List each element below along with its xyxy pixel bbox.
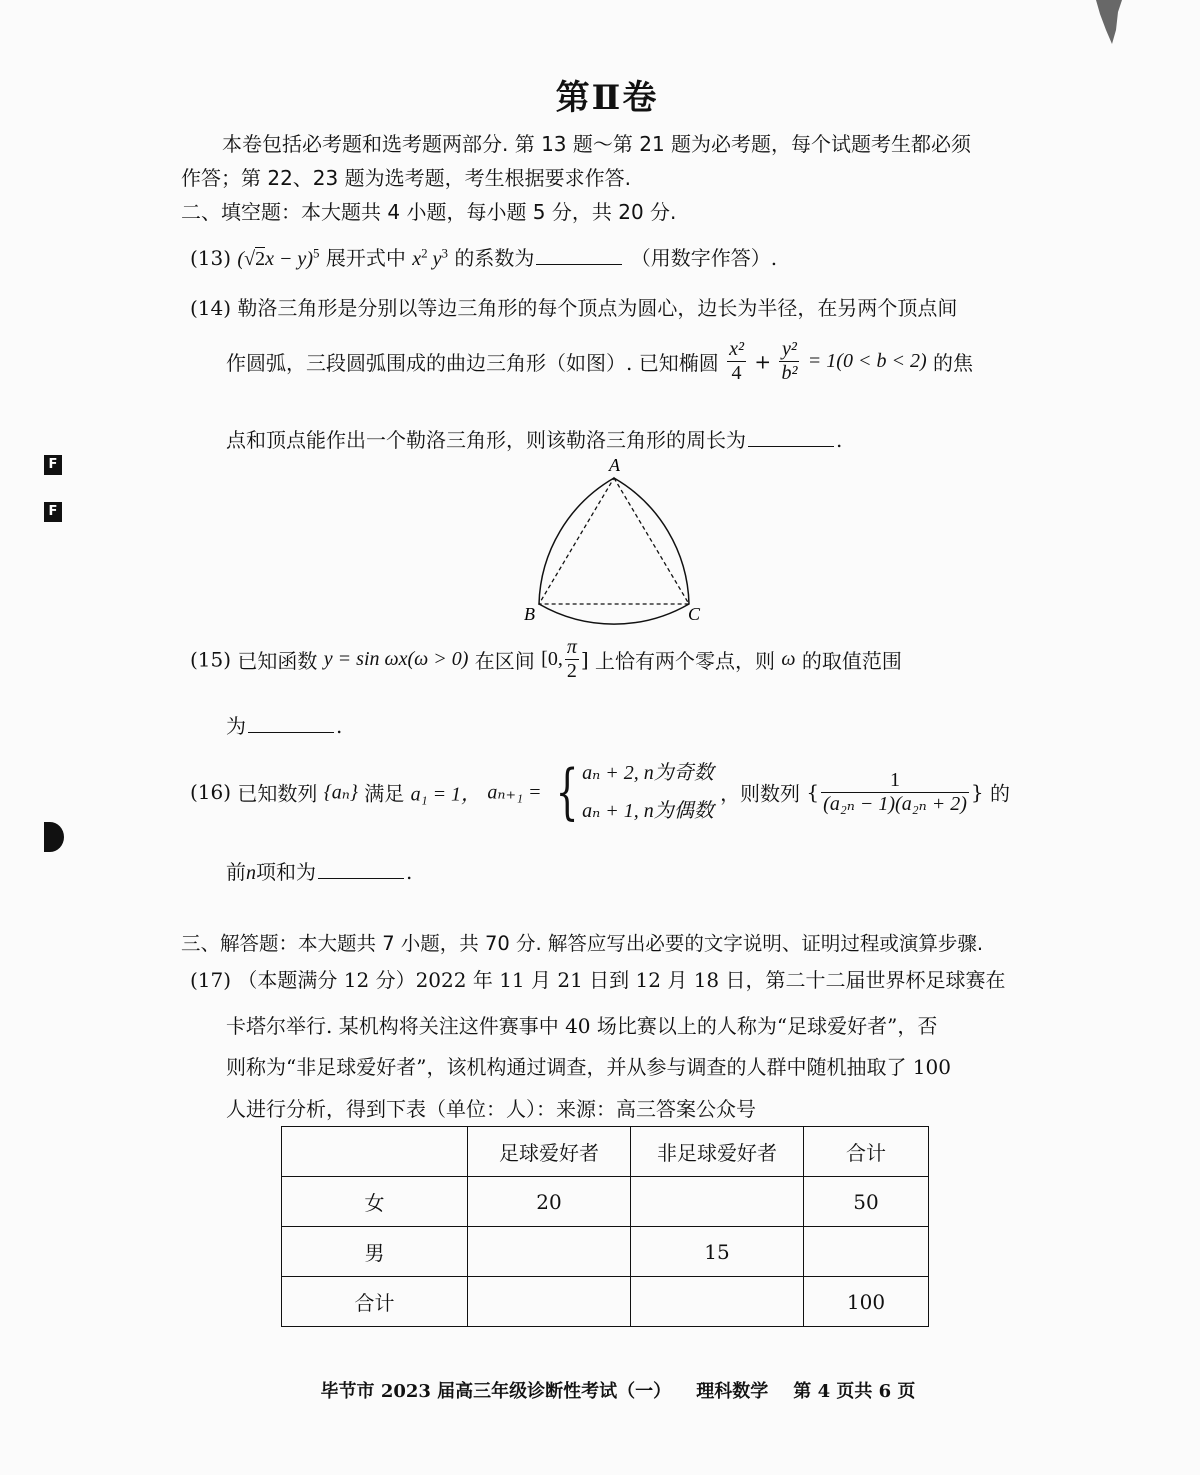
cases-brace: { — [555, 757, 579, 827]
q16-text-e: 前 — [226, 860, 246, 884]
sequence-symbol: {aₙ} — [323, 781, 358, 804]
answer-blank[interactable] — [536, 263, 622, 265]
question-14-line-1 — [190, 292, 957, 321]
q14-text-c: 点和顶点能作出一个勒洛三角形，则该勒洛三角形的周长为 — [226, 428, 746, 452]
intro-line-2: 作答；第 22、23 题为选考题，考生根据要求作答. — [181, 166, 631, 190]
question-number: (14) — [190, 296, 232, 320]
vertex-label-c: C — [688, 604, 701, 624]
sequence-fraction: $\frac{1}{\text{(a₂ₙ − 1)(a₂ₙ + 2)}}$ — [823, 768, 967, 815]
question-16: (16) 已知数列 {aₙ} 满足 a₁ = 1， aₙ₊₁ = { aₙ + 2, n为奇数 aₙ + 1, n为偶数 ，则数列 { $\frac{1}{\text{(a₂ₙ − 1)(a₂ₙ + 2)}}$ } 的 — [190, 754, 1010, 830]
question-17-line-3: 则称为“非足球爱好者”，该机构通过调查，并从参与调查的人群中随机抽取了 100 — [226, 1055, 951, 1079]
question-17-line-1 — [190, 964, 1006, 993]
recurrence-cases: aₙ + 2, n为奇数 aₙ + 1, n为偶数 — [582, 762, 714, 822]
table-cell — [804, 1227, 929, 1277]
intro-line-1: 本卷包括必考题和选考题两部分. 第 13 题～第 21 题为必考题，每个试题考生都必须 — [222, 132, 972, 156]
table-header-row — [282, 1127, 929, 1177]
table-cell: 合计 — [804, 1127, 929, 1177]
question-number: (13) — [190, 246, 232, 270]
margin-mark: F — [44, 455, 62, 475]
recurrence-lhs: aₙ₊₁ = — [487, 781, 542, 804]
table-cell: 男 — [282, 1227, 468, 1277]
page-title: 第Ⅱ卷 — [555, 78, 659, 118]
question-number: (17) — [190, 968, 232, 992]
question-14-line-3: 点和顶点能作出一个勒洛三角形，则该勒洛三角形的周长为 . — [226, 428, 843, 452]
omega-symbol: ω — [781, 648, 796, 670]
q13-text-c: （用数字作答）. — [630, 246, 778, 270]
plus-sign: + — [754, 349, 772, 374]
q14-text-b: 的焦 — [932, 351, 973, 375]
section-2-heading: 二、填空题：本大题共 4 小题，每小题 5 分，共 20 分. — [181, 200, 677, 224]
page-footer: 毕节市 2023 届高三年级诊断性考试（一） 理科数学 第 4 页共 6 页 — [320, 1381, 916, 1402]
term-x2y3: $x^2$ $y^3$ — [412, 245, 448, 270]
ellipse-fraction-x: $\frac{\text{x²}}{4}$ — [729, 338, 744, 384]
question-14-line-2 — [226, 338, 973, 385]
reuleaux-triangle-figure — [520, 452, 720, 627]
table-row — [282, 1277, 929, 1327]
q15-text-c: 上恰有两个零点，则 — [595, 649, 776, 673]
q15-text-e: 为 — [226, 714, 246, 738]
initial-term: a₁ = 1， — [410, 783, 482, 806]
table-cell — [468, 1227, 631, 1277]
section-3-heading: 三、解答题：本大题共 7 小题，共 70 分. 解答应写出必要的文字说明、证明过程或演算步骤. — [181, 932, 984, 955]
margin-punch-mark — [44, 822, 64, 852]
question-16-line-2: 前n项和为 . — [226, 860, 413, 884]
q14-text: 勒洛三角形是分别以等边三角形的每个顶点为圆心，边长为半径，在另两个顶点间 — [237, 296, 958, 320]
question-13 — [190, 242, 777, 271]
ellipse-fraction-y: $\frac{\text{y²}}{\text{b²}}$ — [781, 338, 798, 384]
q13-text-b: 的系数为 — [454, 246, 535, 270]
q16-text-a: 已知数列 — [237, 781, 318, 806]
q15-text-d: 的取值范围 — [801, 649, 902, 673]
table-cell — [468, 1277, 631, 1327]
table-cell: 20 — [468, 1177, 631, 1227]
question-15-line-2: 为 . — [226, 714, 343, 738]
table-cell: 女 — [282, 1177, 468, 1227]
q16-text-c: ，则数列 — [720, 781, 801, 806]
table-cell — [631, 1177, 804, 1227]
table-cell: 足球爱好者 — [468, 1127, 631, 1177]
q16-text-b: 满足 — [364, 781, 405, 806]
interval-right: ] — [580, 647, 589, 672]
q15-text-a: 已知函数 — [237, 649, 318, 673]
q14-text-a: 作圆弧，三段圆弧围成的曲边三角形（如图）. 已知椭圆 — [226, 351, 719, 375]
table-cell: 合计 — [282, 1277, 468, 1327]
table-cell — [282, 1127, 468, 1177]
answer-blank[interactable] — [248, 731, 334, 733]
q15-text-b: 在区间 — [474, 649, 535, 673]
question-number: (15) — [190, 647, 232, 672]
scan-artifact — [1088, 0, 1128, 50]
pi-over-two: $\frac{\pi}{2}$ — [566, 636, 577, 682]
interval-left: [0, — [541, 648, 563, 670]
table-cell — [631, 1277, 804, 1327]
table-cell: 15 — [631, 1227, 804, 1277]
table-row — [282, 1177, 929, 1227]
vertex-label-b: B — [524, 604, 535, 624]
question-number: (16) — [190, 780, 232, 804]
question-17-line-2: 卡塔尔举行. 某机构将关注这件赛事中 40 场比赛以上的人称为“足球爱好者”，否 — [226, 1014, 938, 1038]
ellipse-condition: = 1(0 < b < 2) — [807, 350, 927, 372]
answer-blank[interactable] — [748, 445, 834, 447]
table-cell: 100 — [804, 1277, 929, 1327]
q16-text-d: 的 — [990, 781, 1010, 806]
answer-blank[interactable] — [318, 877, 404, 879]
question-15 — [190, 636, 902, 683]
table-cell: 非足球爱好者 — [631, 1127, 804, 1177]
n-symbol: n — [246, 862, 256, 884]
q13-text-a: 展开式中 — [325, 246, 406, 270]
table-cell: 50 — [804, 1177, 929, 1227]
binomial-expression: $(√2x - y)^5$ — [237, 245, 320, 270]
margin-mark: F — [44, 502, 62, 522]
question-17-line-4: 人进行分析，得到下表（单位：人）：来源：高三答案公众号 — [226, 1097, 756, 1121]
survey-table — [281, 1126, 929, 1327]
function-expression: y = sin ωx(ω > 0) — [323, 648, 469, 670]
q17-text-1: （本题满分 12 分）2022 年 11 月 21 日到 12 月 18 日，第二十二届世界杯足球赛在 — [237, 968, 1006, 992]
table-row — [282, 1227, 929, 1277]
vertex-label-a: A — [609, 455, 620, 475]
q16-text-f: 项和为 — [256, 860, 316, 884]
